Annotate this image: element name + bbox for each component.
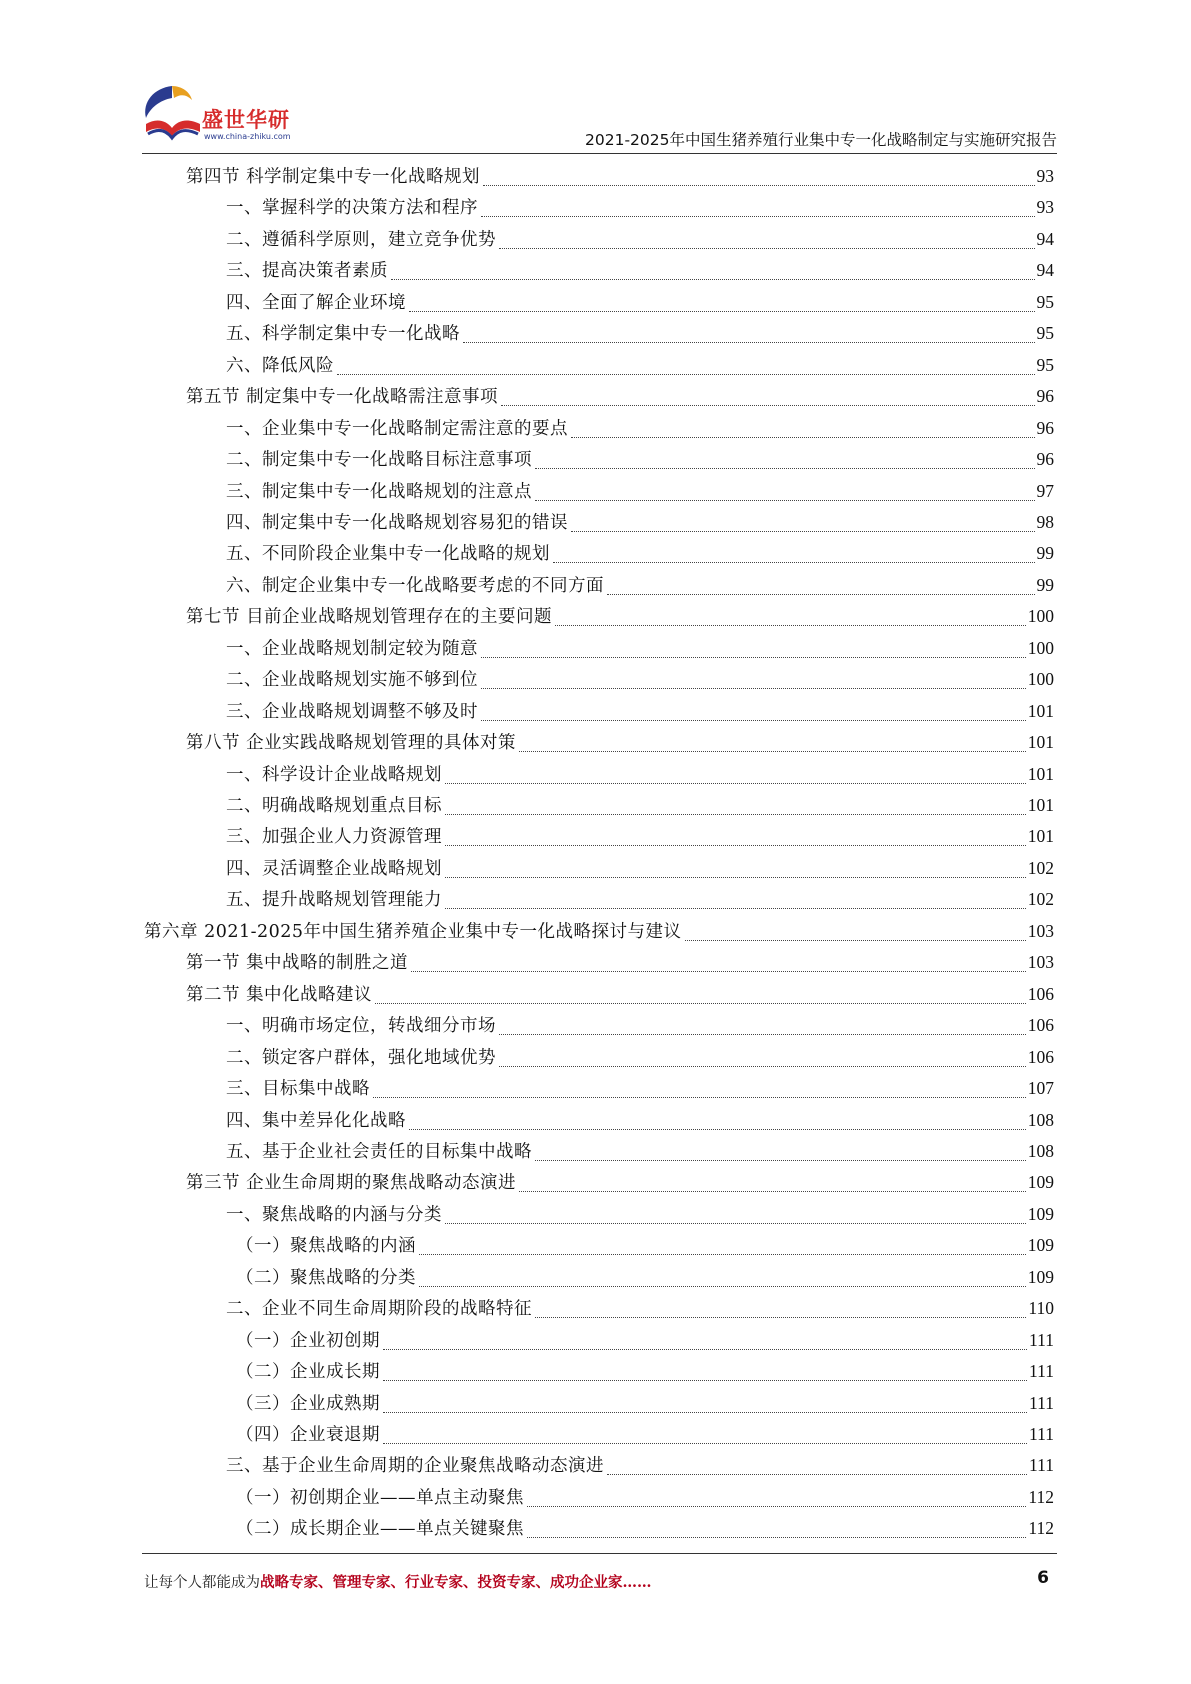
toc-dot-leader [519, 1191, 1026, 1192]
toc-entry-page: 100 [1027, 606, 1054, 626]
toc-dot-leader [499, 1066, 1026, 1067]
toc-dot-leader [445, 877, 1026, 878]
toc-dot-leader [527, 1506, 1026, 1507]
toc-entry-page: 99 [1036, 543, 1054, 563]
toc-entry-page: 94 [1036, 229, 1054, 249]
toc-entry[interactable] [226, 1105, 1054, 1136]
toc-entry-title: 二、锁定客户群体，强化地域优势 [226, 1048, 496, 1068]
toc-dot-leader [607, 1474, 1027, 1475]
toc-entry-title: 四、制定集中专一化战略规划容易犯的错误 [226, 513, 568, 533]
logo-book-icon [138, 82, 208, 152]
toc-entry[interactable] [226, 1042, 1054, 1073]
toc-entry[interactable] [226, 318, 1054, 349]
toc-dot-leader [607, 594, 1035, 595]
toc-dot-leader [555, 625, 1026, 626]
toc-entry-title: （二）企业成长期 [236, 1362, 380, 1382]
toc-dot-leader [481, 216, 1035, 217]
page-header [0, 0, 1191, 160]
toc-entry-title: （二）成长期企业——单点关键聚焦 [236, 1519, 524, 1539]
toc-entry[interactable] [236, 1262, 1054, 1293]
toc-dot-leader [383, 1349, 1027, 1350]
toc-entry[interactable] [226, 790, 1054, 821]
toc-entry-page: 103 [1027, 952, 1054, 972]
toc-entry-title: 五、基于企业社会责任的目标集中战略 [226, 1142, 532, 1162]
toc-dot-leader [445, 845, 1026, 846]
toc-entry[interactable] [236, 1325, 1054, 1356]
toc-dot-leader [445, 783, 1026, 784]
toc-entry-page: 95 [1036, 323, 1054, 343]
toc-entry[interactable] [186, 601, 1054, 632]
toc-dot-leader [499, 248, 1035, 249]
toc-dot-leader [383, 1443, 1027, 1444]
toc-entry-title: 二、制定集中专一化战略目标注意事项 [226, 450, 532, 470]
toc-entry[interactable] [226, 1010, 1054, 1041]
toc-entry[interactable] [226, 570, 1054, 601]
toc-dot-leader [483, 185, 1034, 186]
toc-entry[interactable] [236, 1513, 1054, 1544]
toc-entry-page: 99 [1036, 575, 1054, 595]
toc-dot-leader [411, 971, 1026, 972]
toc-entry-page: 109 [1027, 1172, 1054, 1192]
toc-entry-page: 109 [1027, 1267, 1054, 1287]
toc-entry-page: 94 [1036, 260, 1054, 280]
toc-entry[interactable] [226, 1199, 1054, 1230]
toc-entry-title: 一、企业战略规划制定较为随意 [226, 639, 478, 659]
toc-entry[interactable] [144, 916, 1054, 947]
toc-entry-page: 103 [1027, 921, 1054, 941]
toc-entry-title: （一）企业初创期 [236, 1331, 380, 1351]
toc-entry[interactable] [236, 1356, 1054, 1387]
toc-entry-page: 111 [1029, 1330, 1054, 1350]
toc-entry-page: 95 [1036, 292, 1054, 312]
toc-entry-title: 一、掌握科学的决策方法和程序 [226, 198, 478, 218]
toc-entry[interactable] [226, 1293, 1054, 1324]
toc-entry-title: 第三节 企业生命周期的聚焦战略动态演进 [186, 1173, 517, 1193]
toc-entry[interactable] [226, 287, 1054, 318]
toc-entry[interactable] [186, 947, 1054, 978]
toc-entry[interactable] [226, 759, 1054, 790]
report-title: 2021-2025年中国生猪养殖行业集中专一化战略制定与实施研究报告 [585, 131, 1057, 149]
toc-entry[interactable] [226, 696, 1054, 727]
toc-dot-leader [481, 720, 1026, 721]
toc-dot-leader [553, 562, 1035, 563]
toc-entry[interactable] [186, 727, 1054, 758]
toc-entry-title: （一）聚焦战略的内涵 [236, 1236, 416, 1256]
toc-entry-title: 二、企业不同生命周期阶段的战略特征 [226, 1299, 532, 1319]
toc-entry-title: 二、企业战略规划实施不够到位 [226, 670, 478, 690]
page-number: 6 [1037, 1568, 1049, 1588]
toc-entry-title: 五、不同阶段企业集中专一化战略的规划 [226, 544, 550, 564]
toc-entry-page: 96 [1036, 386, 1054, 406]
logo-url: www.china-zhiku.com [204, 132, 291, 141]
toc-entry[interactable] [226, 413, 1054, 444]
toc-entry[interactable] [226, 444, 1054, 475]
toc-entry-page: 112 [1028, 1487, 1054, 1507]
header-divider [142, 153, 1057, 154]
toc-entry-title: 一、明确市场定位，转战细分市场 [226, 1016, 496, 1036]
toc-entry[interactable] [186, 1167, 1054, 1198]
toc-dot-leader [383, 1412, 1027, 1413]
toc-entry-title: 四、灵活调整企业战略规划 [226, 859, 442, 879]
toc-entry-page: 93 [1036, 166, 1054, 186]
toc-dot-leader [419, 1254, 1026, 1255]
toc-dot-leader [571, 531, 1035, 532]
toc-entry[interactable] [226, 1136, 1054, 1167]
toc-entry-page: 96 [1036, 418, 1054, 438]
toc-entry[interactable] [226, 350, 1054, 381]
toc-entry-title: 第四节 科学制定集中专一化战略规划 [186, 167, 481, 187]
toc-entry-title: （一）初创期企业——单点主动聚焦 [236, 1488, 524, 1508]
toc-dot-leader [535, 500, 1035, 501]
toc-entry-title: 六、降低风险 [226, 356, 334, 376]
toc-entry-title: 第七节 目前企业战略规划管理存在的主要问题 [186, 607, 553, 627]
toc-entry-title: 三、加强企业人力资源管理 [226, 827, 442, 847]
toc-entry[interactable] [226, 538, 1054, 569]
toc-entry-page: 100 [1027, 638, 1054, 658]
toc-entry[interactable] [236, 1388, 1054, 1419]
toc-entry[interactable] [226, 1450, 1054, 1481]
toc-dot-leader [373, 1097, 1026, 1098]
toc-entry-page: 110 [1028, 1298, 1054, 1318]
toc-entry-title: 三、基于企业生命周期的企业聚焦战略动态演进 [226, 1456, 604, 1476]
slogan-emphasis: 战略专家、管理专家、行业专家、投资专家、成功企业家…… [260, 1574, 652, 1591]
toc-entry[interactable] [226, 507, 1054, 538]
toc-entry[interactable] [226, 224, 1054, 255]
toc-entry-page: 107 [1027, 1078, 1054, 1098]
toc-dot-leader [685, 940, 1026, 941]
toc-dot-leader [445, 1223, 1026, 1224]
toc-entry-page: 111 [1029, 1393, 1054, 1413]
toc-dot-leader [527, 1537, 1026, 1538]
toc-dot-leader [445, 908, 1026, 909]
toc-entry-page: 98 [1036, 512, 1054, 532]
toc-dot-leader [571, 437, 1035, 438]
toc-dot-leader [375, 1003, 1026, 1004]
toc-dot-leader [383, 1380, 1027, 1381]
toc-entry-page: 106 [1027, 1015, 1054, 1035]
toc-entry-page: 112 [1028, 1518, 1054, 1538]
toc-entry-page: 111 [1029, 1455, 1054, 1475]
toc-entry[interactable] [186, 161, 1054, 192]
toc-entry[interactable] [236, 1230, 1054, 1261]
toc-dot-leader [481, 688, 1026, 689]
logo-name: 盛世华研 [202, 108, 290, 132]
toc-entry[interactable] [226, 884, 1054, 915]
toc-dot-leader [535, 468, 1035, 469]
toc-dot-leader [391, 279, 1035, 280]
slogan-lead: 让每个人都能成为 [144, 1575, 260, 1591]
company-logo [138, 82, 318, 152]
toc-entry-page: 101 [1027, 795, 1054, 815]
toc-entry[interactable] [226, 255, 1054, 286]
toc-entry-title: （二）聚焦战略的分类 [236, 1268, 416, 1288]
toc-entry-title: 第八节 企业实践战略规划管理的具体对策 [186, 733, 517, 753]
toc-dot-leader [409, 1129, 1026, 1130]
toc-entry-page: 108 [1027, 1141, 1054, 1161]
toc-entry[interactable] [236, 1419, 1054, 1450]
toc-dot-leader [519, 751, 1026, 752]
toc-entry-title: 三、企业战略规划调整不够及时 [226, 702, 478, 722]
toc-dot-leader [499, 1034, 1026, 1035]
toc-entry-page: 109 [1027, 1204, 1054, 1224]
toc-entry-page: 102 [1027, 858, 1054, 878]
toc-entry[interactable] [186, 381, 1054, 412]
toc-dot-leader [501, 405, 1034, 406]
toc-entry[interactable] [186, 979, 1054, 1010]
toc-entry[interactable] [226, 664, 1054, 695]
footer-slogan [144, 1571, 652, 1592]
toc-entry-title: 四、集中差异化化战略 [226, 1111, 406, 1131]
toc-entry[interactable] [226, 1073, 1054, 1104]
toc-entry-title: 三、目标集中战略 [226, 1079, 370, 1099]
toc-entry-page: 101 [1027, 826, 1054, 846]
toc-entry[interactable] [226, 821, 1054, 852]
toc-entry[interactable] [226, 192, 1054, 223]
toc-dot-leader [535, 1317, 1026, 1318]
toc-dot-leader [445, 814, 1026, 815]
toc-entry[interactable] [226, 853, 1054, 884]
toc-entry-title: 一、企业集中专一化战略制定需注意的要点 [226, 419, 568, 439]
toc-entry-page: 108 [1027, 1110, 1054, 1130]
toc-entry-title: 第五节 制定集中专一化战略需注意事项 [186, 387, 499, 407]
toc-entry-title: 二、明确战略规划重点目标 [226, 796, 442, 816]
toc-dot-leader [481, 657, 1026, 658]
toc-entry-title: 第一节 集中战略的制胜之道 [186, 953, 409, 973]
toc-entry-page: 102 [1027, 889, 1054, 909]
toc-entry-page: 101 [1027, 701, 1054, 721]
toc-entry-title: 四、全面了解企业环境 [226, 293, 406, 313]
toc-entry-title: 二、遵循科学原则，建立竞争优势 [226, 230, 496, 250]
toc-entry-page: 106 [1027, 984, 1054, 1004]
toc-entry-page: 93 [1036, 197, 1054, 217]
toc-entry-page: 96 [1036, 449, 1054, 469]
toc-dot-leader [337, 374, 1035, 375]
toc-entry[interactable] [226, 633, 1054, 664]
toc-entry-title: 五、提升战略规划管理能力 [226, 890, 442, 910]
toc-entry-page: 111 [1029, 1424, 1054, 1444]
toc-entry-title: 一、科学设计企业战略规划 [226, 765, 442, 785]
footer-divider [142, 1553, 1057, 1554]
toc-entry-page: 95 [1036, 355, 1054, 375]
toc-entry-title: 第六章 2021-2025年中国生猪养殖企业集中专一化战略探讨与建议 [144, 922, 682, 942]
toc-entry-title: 三、提高决策者素质 [226, 261, 388, 281]
toc-dot-leader [409, 311, 1035, 312]
toc-entry[interactable] [236, 1482, 1054, 1513]
toc-entry-page: 109 [1027, 1235, 1054, 1255]
toc-entry-title: 六、制定企业集中专一化战略要考虑的不同方面 [226, 576, 604, 596]
toc-entry-title: 一、聚焦战略的内涵与分类 [226, 1205, 442, 1225]
toc-entry-title: （三）企业成熟期 [236, 1394, 380, 1414]
toc-entry-page: 111 [1029, 1361, 1054, 1381]
toc-entry-page: 101 [1027, 732, 1054, 752]
toc-dot-leader [535, 1160, 1026, 1161]
toc-entry-page: 100 [1027, 669, 1054, 689]
toc-entry-page: 97 [1036, 481, 1054, 501]
toc-entry-page: 106 [1027, 1047, 1054, 1067]
toc-entry-title: 第二节 集中化战略建议 [186, 985, 373, 1005]
toc-entry-title: 三、制定集中专一化战略规划的注意点 [226, 482, 532, 502]
toc-entry-title: （四）企业衰退期 [236, 1425, 380, 1445]
toc-entry[interactable] [226, 476, 1054, 507]
toc-dot-leader [419, 1286, 1026, 1287]
toc-entry-page: 101 [1027, 764, 1054, 784]
toc-dot-leader [463, 342, 1035, 343]
toc-entry-title: 五、科学制定集中专一化战略 [226, 324, 460, 344]
